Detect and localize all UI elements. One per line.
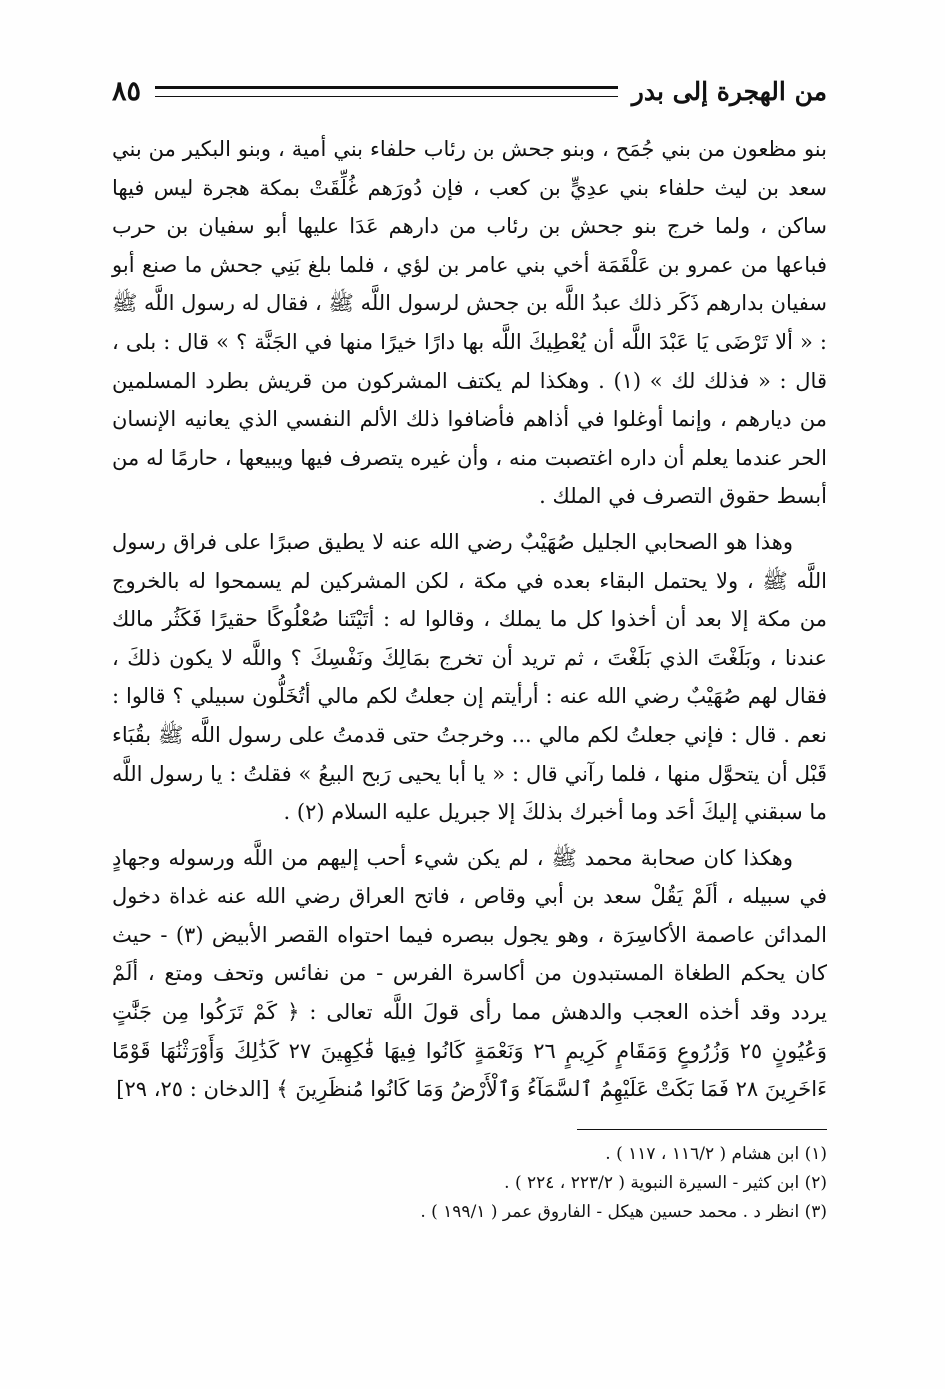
- footnote-2: (٢) ابن كثير - السيرة النبوية ( ٢٢٣/٢ ، ٢٢٤ ) .: [504, 1172, 827, 1193]
- footnote-3: (٣) انظر د . محمد حسين هيكل - الفاروق عمر ( ١٩٩/١ ) .: [420, 1201, 827, 1222]
- footnotes: [112, 1140, 827, 1227]
- running-head: [112, 66, 827, 116]
- header-rule: [155, 86, 618, 97]
- paragraph-3: وهكذا كان صحابة محمد ﷺ ، لم يكن شيء أحب إليهم من اللَّه ورسوله وجهادٍ في سبيله ، ألَمْ يَقُلْ سعد بن أبي وقاص ، فاتح العراق رضي الله عنه غداة دخول المدائن عاصمة الأكاسِرَة ، وهو يجول ببصره فيما احتواه القصر الأبيض (٣) - حيث كان يحكم الطغاة المستبدون من أكاسرة الفرس - من نفائس وتحف ومتع ، ألَمْ يردد وقد أخذه العجب والدهش مما رأى قولَ اللَّه تعالى : ﴿ كَمْ تَرَكُوا مِن جَنَّٰتٍ وَعُيُونٍ ٢٥ وَزُرُوعٍ وَمَقَامٍ كَرِيمٍ ٢٦ وَنَعْمَةٍ كَانُوا فِيهَا فَٰكِهِينَ ٢٧ كَذَٰلِكَ وَأَوْرَثْنَٰهَا قَوْمًا ءَاخَرِينَ ٢٨ فَمَا بَكَتْ عَلَيْهِمُ ٱلسَّمَآءُ وَٱلْأَرْضُ وَمَا كَانُوا مُنظَرِينَ ﴾ [الدخان : ٢٥، ٢٩]: [112, 845, 827, 1102]
- footnote-1: (١) ابن هشام ( ١١٦/٢ ، ١١٧ ) .: [605, 1143, 827, 1164]
- paragraph-2: وهذا هو الصحابي الجليل صُهَيْبٌ رضي الله عنه لا يطيق صبرًا على فراق رسول اللَّه ﷺ ، ولا يحتمل البقاء بعده في مكة ، لكن المشركين لم يسمحوا له بالخروج من مكة إلا بعد أن أخذوا كل ما يملك ، وقالوا له : أتَيْتَنا صُعْلُوكًا حقيرًا فَكَثُر مالك عندنا ، وبَلَغْتَ الذي بَلَغْتَ ، ثم تريد أن تخرج بمَالِكَ ونَفْسِكَ ؟ واللَّه لا يكون ذلكَ ، فقال لهم صُهَيْبٌ رضي الله عنه : أرأيتم إن جعلتُ لكم مالي أتُخَلُّون سبيلي ؟ قالوا : نعم . قال : فإني جعلتُ لكم مالي ... وخرجتُ حتى قدمتُ على رسول اللَّه ﷺ بقُبَاء قَبْل أن يتحوَّل منها ، فلما رآني قال : « يا أبا يحيى رَبح البيعُ » فقلتُ : يا رسول اللَّه ما سبقني إليكَ أحَد وما أخبرك بذلكَ إلا جبريل عليه السلام (٢) .: [112, 529, 827, 825]
- running-title: من الهجرة إلى بدر: [631, 76, 827, 106]
- footnote-rule: [577, 1129, 827, 1130]
- page-number: ٨٥: [112, 75, 142, 107]
- body-text: [112, 130, 827, 1109]
- paragraph-1: بنو مظعون من بني جُمَح ، وبنو جحش بن رئاب حلفاء بني أمية ، وبنو البكير من بني سعد بن ليث حلفاء بني عدِيٍّ بن كعب ، فإن دُورَهم غُلِّقَتْ بمكة هجرة ليس فيها ساكن ، ولما خرج بنو جحش بن رئاب من دارهم عَدَا عليها أبو سفيان بن حرب فباعها من عمرو بن عَلْقَمَة أخي بني عامر بن لؤي ، فلما بلغ بَنِي جحش ما صنع أبو سفيان بدارهم ذَكَر ذلك عبدُ اللَّه بن جحش لرسول اللَّه ﷺ ، فقال له رسول اللَّه ﷺ : « ألا تَرْضَى يَا عَبْدَ اللَّه أن يُعْطِيكَ اللَّه بها دارًا خيرًا منها في الجَنَّة ؟ » قال : بلى ، قال : « فذلك لك » (١) . وهكذا لم يكتف المشركون من قريش بطرد المسلمين من ديارهم ، وإنما أوغلوا في أذاهم فأضافوا ذلك الألم النفسي الذي يعانيه الإنسان الحر عندما يعلم أن داره اغتصبت منه ، وأن غيره يتصرف فيها ويبيعها ، حارمًا له من أبسط حقوق التصرف في الملك .: [112, 137, 827, 509]
